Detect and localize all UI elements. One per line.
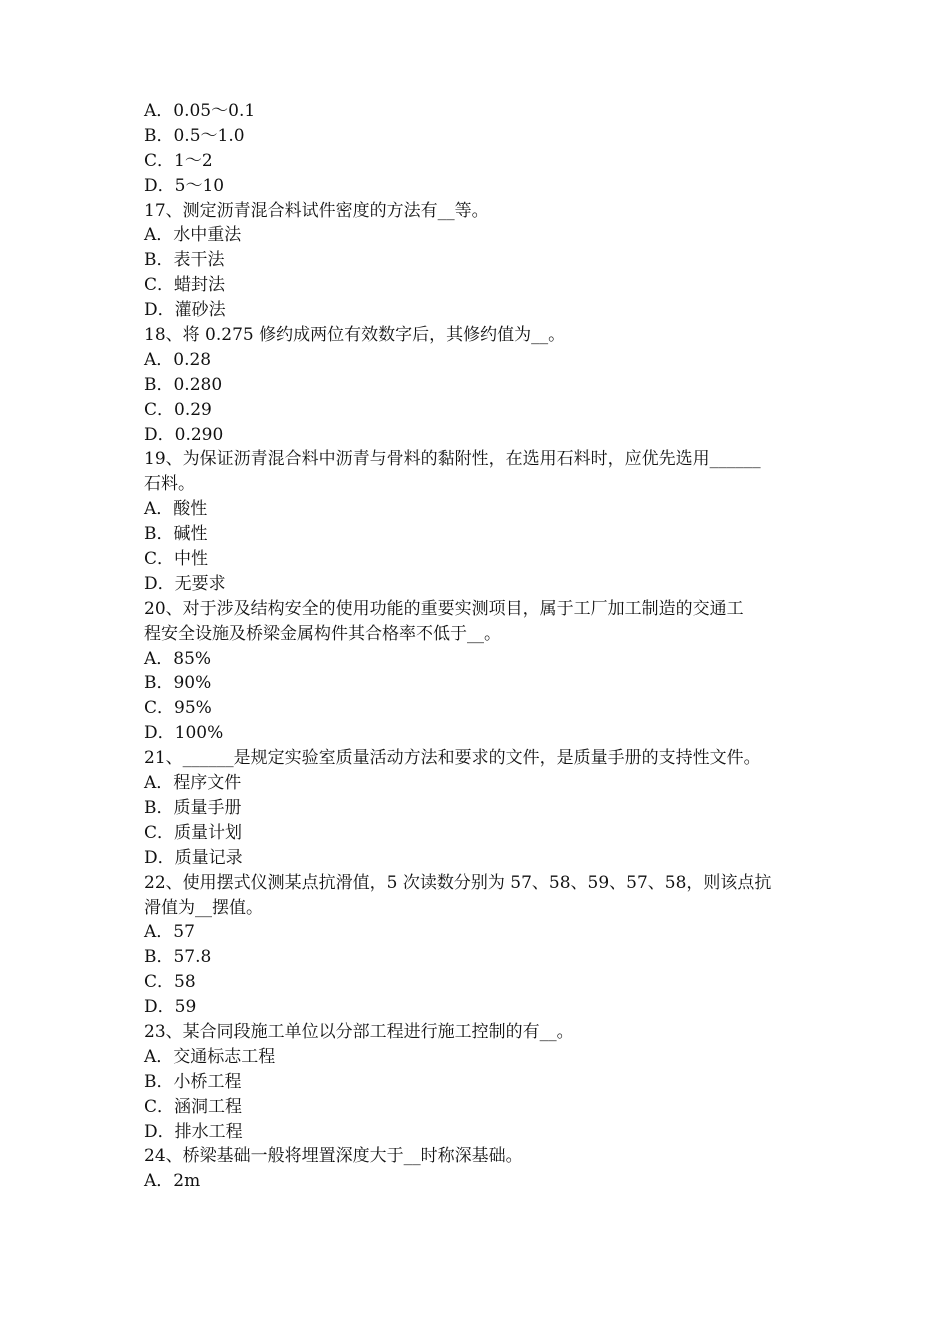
option-line: D．0.290 (144, 424, 224, 445)
question-21: 21、______是规定实验室质量活动方法和要求的文件，是质量手册的支持性文件。 (144, 748, 761, 769)
question-24: 24、桥梁基础一般将埋置深度大于__时称深基础。 (144, 1146, 523, 1167)
option-line: B．碱性 (144, 524, 208, 545)
question-22-continued: 滑值为__摆值。 (144, 897, 263, 918)
option-line: D．100% (144, 723, 224, 744)
option-line: C．蜡封法 (144, 275, 226, 296)
option-line: A．水中重法 (144, 225, 242, 246)
question-19-continued: 石料。 (144, 474, 195, 495)
option-line: A．酸性 (144, 499, 208, 520)
option-line: A．0.28 (144, 349, 212, 370)
option-line: D．排水工程 (144, 1121, 243, 1142)
option-line: A．2m (144, 1171, 201, 1192)
question-20-continued: 程安全设施及桥梁金属构件其合格率不低于__。 (144, 623, 501, 644)
option-line: A．57 (144, 922, 195, 943)
option-line: C．涵洞工程 (144, 1096, 243, 1117)
question-20: 20、对于涉及结构安全的使用功能的重要实测项目，属于工厂加工制造的交通工 (144, 598, 744, 619)
question-23: 23、某合同段施工单位以分部工程进行施工控制的有__。 (144, 1021, 574, 1042)
option-line: B．57.8 (144, 947, 212, 968)
option-line: C．0.29 (144, 399, 212, 420)
option-line: B．质量手册 (144, 797, 242, 818)
option-line: B．小桥工程 (144, 1071, 242, 1092)
question-17: 17、测定沥青混合料试件密度的方法有__等。 (144, 200, 489, 221)
option-line: C．质量计划 (144, 822, 243, 843)
option-line: A．0.05～0.1 (144, 101, 256, 121)
option-line: D．无要求 (144, 573, 226, 594)
option-line: A．程序文件 (144, 773, 242, 794)
option-line: C．58 (144, 972, 196, 993)
question-19: 19、为保证沥青混合料中沥青与骨料的黏附性，在选用石料时，应优先选用______ (144, 449, 761, 470)
option-line: C．95% (144, 698, 212, 719)
option-line: B．90% (144, 673, 212, 694)
option-line: D．5～10 (144, 175, 225, 196)
option-line: A．85% (144, 648, 212, 669)
option-line: C．中性 (144, 549, 209, 570)
option-line: B．0.5～1.0 (144, 125, 245, 146)
option-line: A．交通标志工程 (144, 1046, 276, 1067)
option-line: B．0.280 (144, 374, 223, 395)
document-body (144, 99, 812, 1194)
option-line: D．59 (144, 997, 197, 1018)
option-line: D．灌砂法 (144, 300, 226, 321)
option-line: C．1～2 (144, 150, 213, 171)
option-line: B．表干法 (144, 250, 225, 271)
question-22: 22、使用摆式仪测某点抗滑值，5 次读数分别为 57、58、59、57、58，则该点抗 (144, 872, 772, 893)
question-18: 18、将 0.275 修约成两位有效数字后，其修约值为__。 (144, 325, 566, 346)
option-line: D．质量记录 (144, 847, 243, 868)
